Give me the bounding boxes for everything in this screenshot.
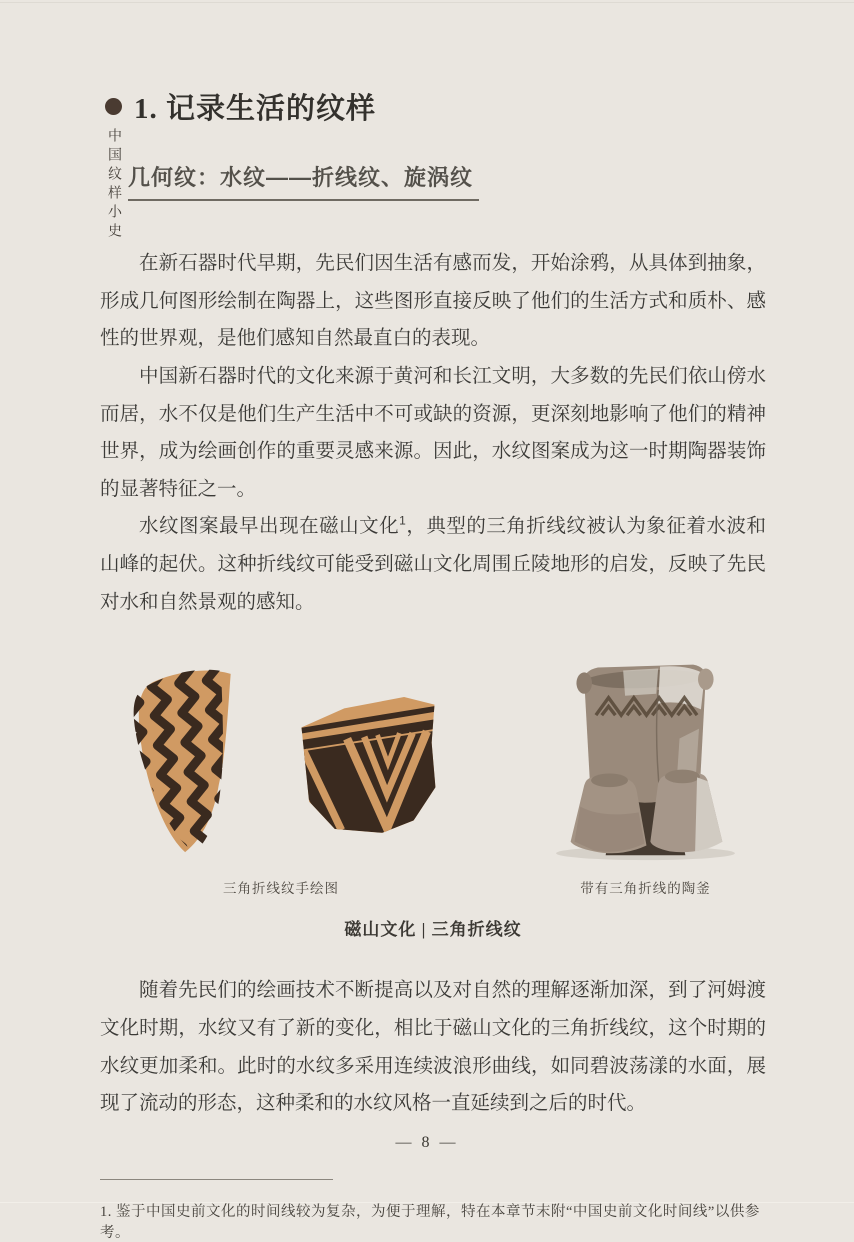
paragraph-1: 在新石器时代早期，先民们因生活有感而发，开始涂鸦，从具体到抽象，形成几何图形绘制在陶器上，这些图形直接反映了他们的生活方式和质朴、感性的世界观，是他们感知自然最直白的表现。 [100,252,766,350]
page-top-edge [0,2,854,3]
page-number: — 8 — [395,1134,459,1151]
chapter-title: 1. 记录生活的纹样 [134,93,377,125]
paragraph-2: 中国新石器时代的文化来源于黄河和长江文明，大多数的先民们依山傍水而居，水不仅是他们生产生活中不可或缺的资源，更深刻地影响了他们的精神世界，成为绘画创作的重要灵感来源。因此，水纹图案成为这一时期陶器装饰的显著特征之一。 [100,364,766,500]
figure-right-group [533,651,758,897]
figure-images-row [100,651,766,897]
zigzag-pottery-shard-illustration [118,664,278,862]
paragraph-3-text-cont: ，典型的三角折线纹被认为象征着水波和山峰的起伏。这种折线纹可能受到磁山文化周围丘陵地形的启发，反映了先民对水和自然景观的感知。 [100,515,766,613]
page-bottom-edge [0,1202,854,1203]
figure-left-caption: 三角折线纹手绘图 [223,881,339,897]
footnote-reference: 1 [399,513,406,528]
footnote-divider [100,1179,333,1180]
figure-main-caption: 磁山文化 | 三角折线纹 [344,920,522,940]
figure-right-caption: 带有三角折线的陶釜 [580,881,711,897]
paragraph-4: 随着先民们的绘画技术不断提高以及对自然的理解逐渐加深，到了河姆渡文化时期，水纹又有了新的变化，相比于磁山文化的三角折线纹，这个时期的水纹更加柔和。此时的水纹多采用连续波浪形曲线，如同碧波荡漾的水面，展现了流动的形态，这种柔和的水纹风格一直延续到之后的时代。 [100,979,766,1115]
figure-left-images [118,663,444,863]
footnote-text: 1. 鉴于中国史前文化的时间线较为复杂，为便于理解，特在本章节末附“中国史前文化时间线”以供参考。 [100,1203,760,1241]
pottery-fu-illustration [533,651,758,863]
section-title: 几何纹：水纹——折线纹、旋涡纹 [128,161,479,201]
footnote-block [100,1179,766,1242]
page-content [100,86,766,1242]
triangle-pottery-shard-illustration [292,686,444,841]
figure-left-group [118,663,444,897]
paragraph-3-text: 水纹图案最早出现在磁山文化 [139,515,400,538]
paragraph-3 [100,508,766,621]
figure-cishan-pottery [100,651,766,940]
book-title-vertical: 中国纹样小史 [106,128,121,242]
